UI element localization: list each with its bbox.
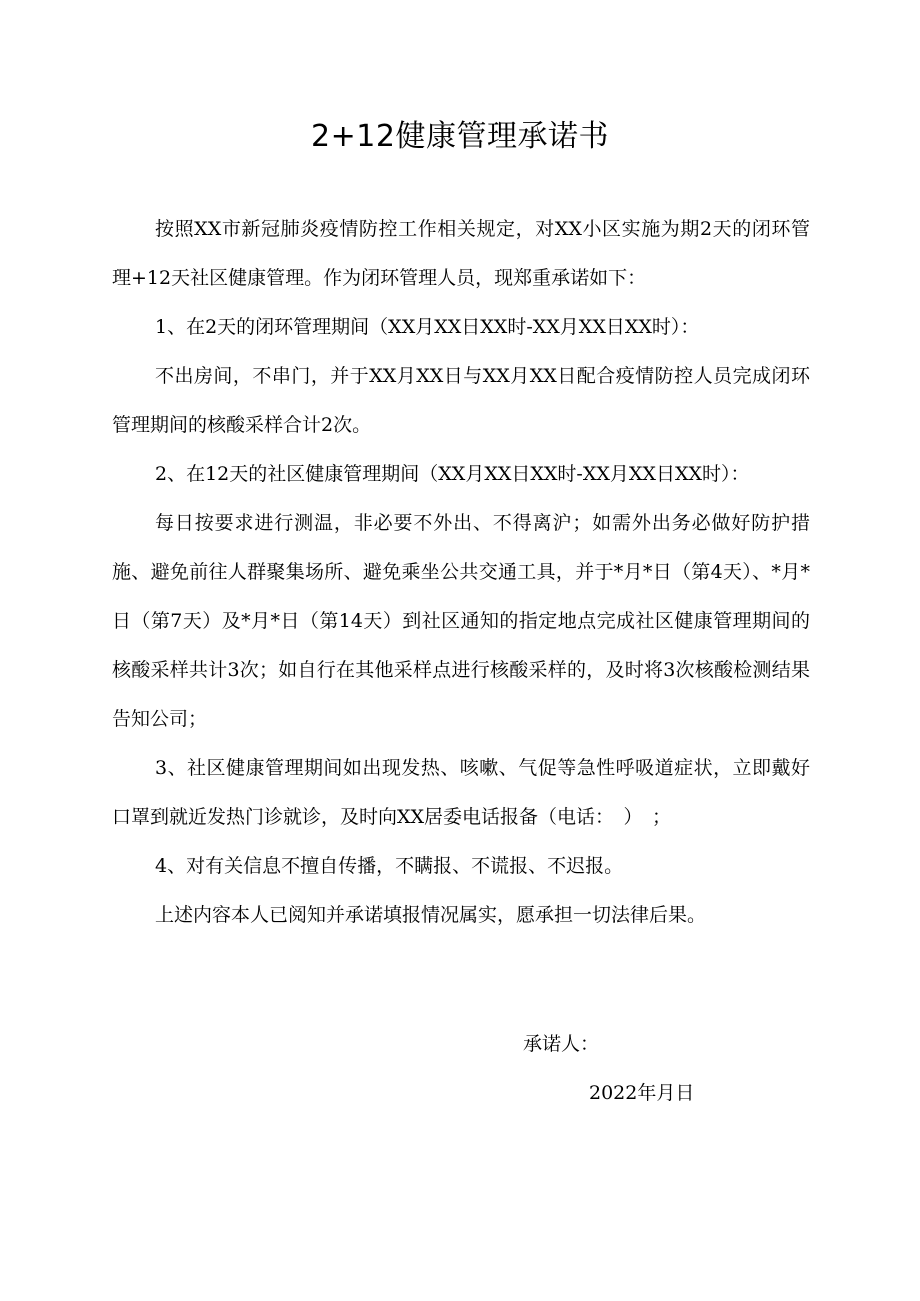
item-4-paragraph: 4、对有关信息不擅自传播，不瞒报、不谎报、不迟报。 (155, 855, 624, 877)
item-1-content: 不出房间，不串门，并于XX月XX日与XX月XX日配合疫情防控人员完成闭环管理期间的核酸采样合计2次。 (112, 365, 810, 436)
closing-paragraph: 上述内容本人已阅知并承诺填报情况属实，愿承担一切法律后果。 (155, 904, 707, 926)
item-3-paragraph: 3、社区健康管理期间如出现发热、咳嗽、气促等急性呼吸道症状，立即戴好口罩到就近发热门诊就诊，及时向XX居委电话报备（电话： ） ； (112, 757, 810, 828)
item-2-content: 每日按要求进行测温，非必要不外出、不得离沪；如需外出务必做好防护措施、避免前往人群聚集场所、避免乘坐公共交通工具，并于*月*日（第4天）、*月*日（第7天）及*月*日（第14天）到社区通知的指定地点完成社区健康管理期间的核酸采样共计3次；如自行在其他采样点进行核酸采样的，及时将3次核酸检测结果告知公司； (112, 512, 810, 730)
item-2-heading: 2、在12天的社区健康管理期间（XX月XX日XX时-XX月XX日XX时）： (155, 463, 750, 485)
document-body (112, 205, 810, 940)
signer-label: 承诺人： (523, 1033, 600, 1055)
intro-paragraph: 按照XX市新冠肺炎疫情防控工作相关规定，对XX小区实施为期2天的闭环管理+12天社区健康管理。作为闭环管理人员，现郑重承诺如下： (112, 218, 810, 289)
date-line: 2022年月日 (589, 1082, 695, 1104)
document-title: 2+12健康管理承诺书 (311, 119, 609, 154)
item-1-heading: 1、在2天的闭环管理期间（XX月XX日XX时-XX月XX日XX时）： (155, 316, 700, 338)
